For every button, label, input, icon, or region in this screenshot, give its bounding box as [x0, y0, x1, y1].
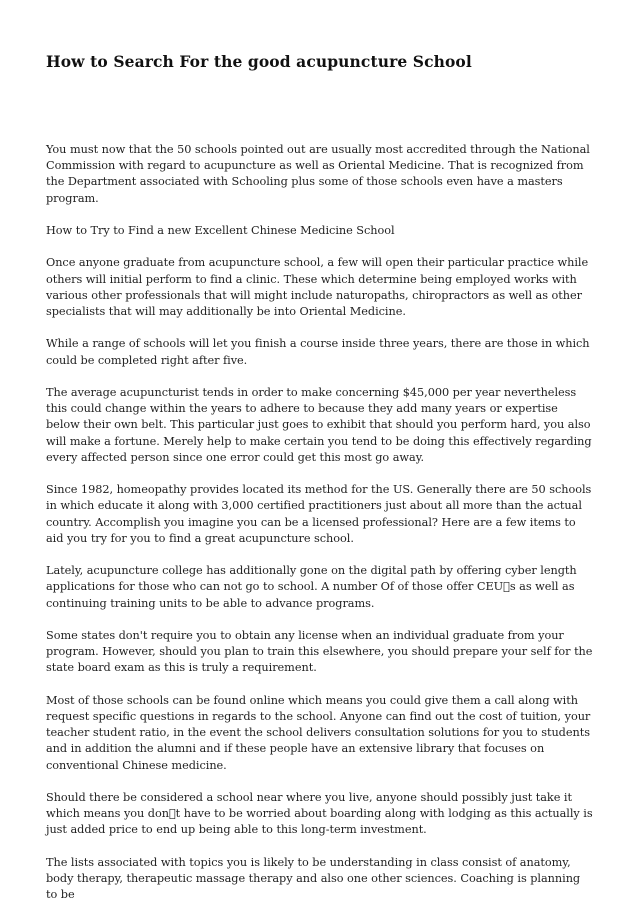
paragraph-research-schools: Most of those schools can be found online which means you could give them a call along with request specific questions in regards to the school. Anyone can find out the cost of tuition, your teacher student ratio, in the event the school delivers consultation solutions for you to students and in addition the alumni and if these people have an extensive library that focuses on conventional Chinese medicine. — [46, 693, 591, 772]
paragraph-topics: The lists associated with topics you is likely to be understanding in class consist of anatomy, body therapy, therapeutic massage therapy and also one other sciences. Coaching is planning to be — [46, 855, 581, 902]
document-body — [46, 142, 594, 903]
document-title: How to Search For the good acupuncture School — [46, 52, 472, 71]
paragraph-online-programs: Lately, acupuncture college has additionally gone on the digital path by offering cyber length applications for those who can not go to school. A number Of of those offer CEU s as well as continuing training units to be able to advance programs. — [46, 564, 577, 610]
paragraph-accreditation: You must now that the 50 schools pointed out are usually most accredited through the National Commission with regard to acupuncture as well as Oriental Medicine. That is recognized from the Department associated with Schooling plus some of those schools even have a masters program. — [46, 143, 590, 205]
paragraph-local-school: Should there be considered a school near where you live, anyone should possibly just take it which means you don t have to be worried about boarding along with lodging as this actually is just added price to end up being able to this long-term investment. — [46, 790, 593, 837]
paragraph-course-length: While a range of schools will let you finish a course inside three years, there are those in which could be completed right after five. — [46, 337, 590, 367]
paragraph-licensing: Some states don't require you to obtain any license when an individual graduate from your program. However, should you plan to train this elsewhere, you should prepare your self for the state board exam as this is truly a requirement. — [46, 628, 593, 675]
paragraph-subheading: How to Try to Find a new Excellent Chinese Medicine School — [46, 224, 395, 237]
paragraph-salary: The average acupuncturist tends in order to make concerning $45,000 per year nevertheless this could change within the years to adhere to because they add many years or expertise below their own belt. This particular just goes to exhibit that should you perform hard, you also will make a fortune. Merely help to make certain you tend to be doing this effectively regarding every affected person since one error could get this most go away. — [46, 385, 592, 464]
paragraph-graduates: Once anyone graduate from acupuncture school, a few will open their particular practice while others will initial perform to find a clinic. These which determine being employed works with various other professionals that will might include naturopaths, chiropractors as well as other specialists that will may additionally be into Oriental Medicine. — [46, 256, 589, 318]
paragraph-history: Since 1982, homeopathy provides located its method for the US. Generally there are 50 schools in which educate it along with 3,000 certified practitioners just about all more than the actual country. Accomplish you imagine you can be a licensed professional? Here are a few items to aid you try for you to find a great acupuncture school. — [46, 483, 592, 545]
